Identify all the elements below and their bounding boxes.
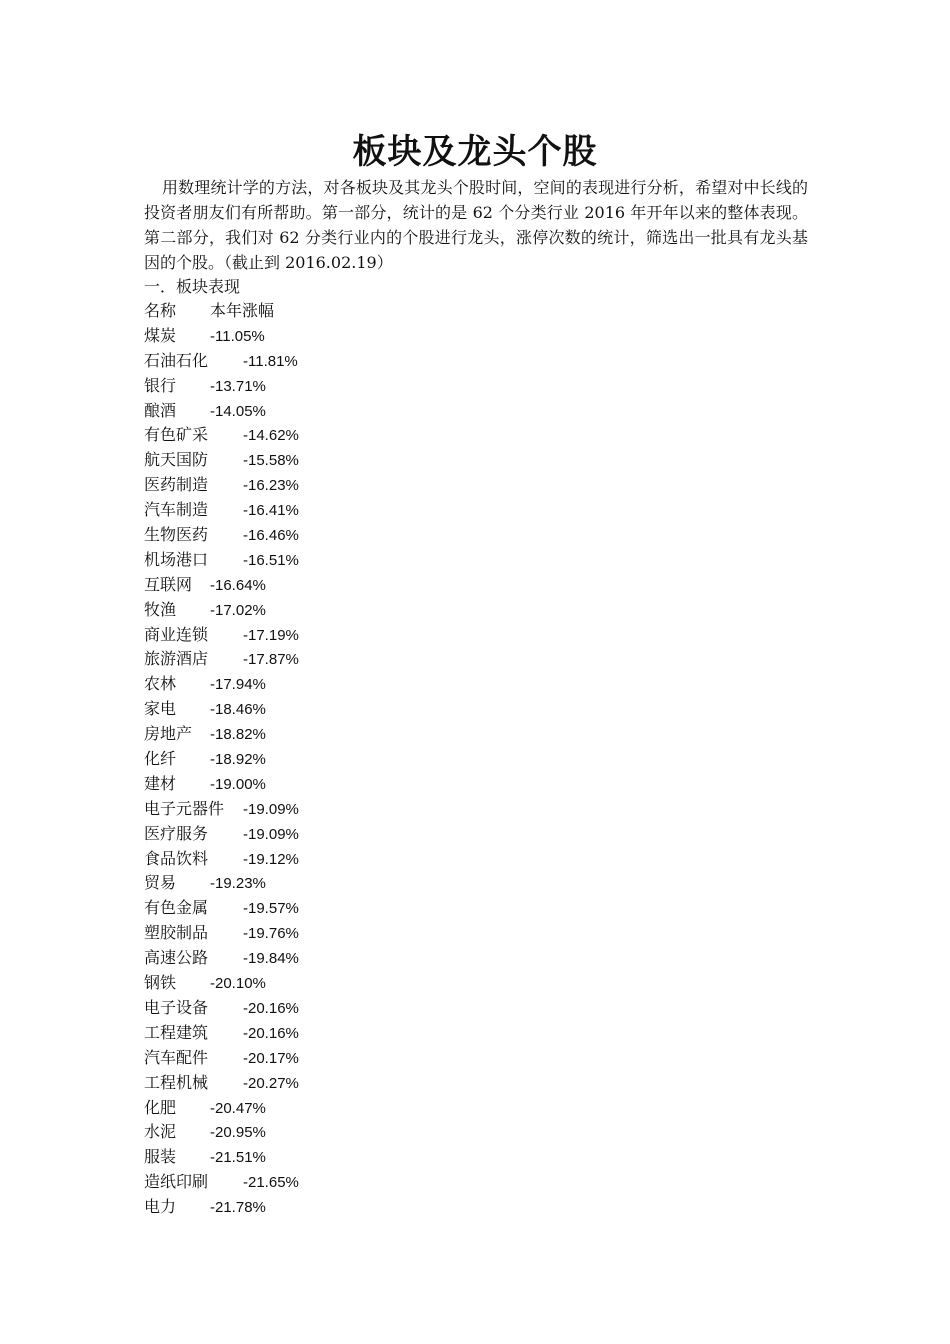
sector-change: -11.05% [210, 327, 265, 345]
sector-name: 石油石化 [144, 350, 209, 370]
table-row [144, 647, 544, 672]
sector-change: -19.09% [243, 825, 299, 843]
sector-change: -15.58% [243, 452, 299, 470]
page-title: 板块及龙头个股 [352, 132, 598, 172]
table-row [144, 324, 544, 349]
sector-change: -19.23% [210, 875, 266, 893]
sector-name: 电子设备 [144, 997, 209, 1017]
table-row [144, 896, 544, 921]
sector-name: 家电 [144, 699, 177, 719]
sector-change: -16.64% [210, 576, 266, 594]
sector-name: 工程建筑 [144, 1022, 209, 1042]
sector-change: -20.16% [243, 999, 299, 1017]
sector-change: -20.27% [243, 1074, 299, 1092]
sector-performance-table [144, 299, 544, 1220]
sector-change: -19.12% [243, 850, 299, 868]
table-row [144, 1195, 544, 1220]
sector-change: -19.76% [243, 925, 299, 943]
table-row [144, 374, 544, 399]
sector-name: 银行 [144, 375, 177, 395]
sector-change: -19.84% [243, 950, 299, 968]
sector-name: 电力 [144, 1197, 177, 1217]
sector-name: 汽车配件 [144, 1047, 209, 1067]
sector-change: -11.81% [243, 352, 298, 370]
sector-name: 医疗服务 [144, 823, 209, 843]
sector-name: 化肥 [144, 1097, 177, 1117]
sector-name: 汽车制造 [144, 500, 209, 520]
table-row [144, 772, 544, 797]
sector-name: 航天国防 [144, 450, 209, 470]
sector-name: 有色矿采 [144, 425, 209, 445]
sector-change: -21.65% [243, 1174, 299, 1192]
sector-name: 煤炭 [144, 325, 177, 345]
table-row [144, 996, 544, 1021]
sector-name: 钢铁 [144, 973, 177, 993]
sector-change: -16.51% [243, 551, 299, 569]
sector-change: -14.62% [243, 427, 299, 445]
sector-change: -20.10% [210, 975, 266, 993]
table-row [144, 349, 544, 374]
table-body [144, 324, 544, 1220]
sector-change: -21.51% [210, 1149, 266, 1167]
sector-change: -18.46% [210, 701, 266, 719]
table-row [144, 448, 544, 473]
sector-change: -19.57% [243, 900, 299, 918]
table-row [144, 946, 544, 971]
table-row [144, 871, 544, 896]
sector-name: 电子元器件 [144, 798, 225, 818]
table-row [144, 1046, 544, 1071]
sector-name: 水泥 [144, 1122, 177, 1142]
table-row [144, 498, 544, 523]
sector-change: -20.95% [210, 1124, 266, 1142]
sector-name: 高速公路 [144, 948, 209, 968]
sector-change: -20.47% [210, 1099, 266, 1117]
table-row [144, 722, 544, 747]
sector-change: -16.23% [243, 477, 299, 495]
sector-change: -17.02% [210, 601, 266, 619]
table-row [144, 1120, 544, 1145]
table-row [144, 1071, 544, 1096]
table-row [144, 598, 544, 623]
table-row [144, 473, 544, 498]
table-row [144, 847, 544, 872]
sector-change: -18.82% [210, 726, 266, 744]
sector-name: 有色金属 [144, 898, 209, 918]
sector-name: 机场港口 [144, 549, 209, 569]
sector-name: 生物医药 [144, 525, 209, 545]
sector-name: 酿酒 [144, 400, 177, 420]
table-row [144, 1145, 544, 1170]
sector-name: 贸易 [144, 873, 177, 893]
table-row [144, 573, 544, 598]
sector-name: 工程机械 [144, 1072, 209, 1092]
table-row [144, 623, 544, 648]
sector-name: 农林 [144, 674, 177, 694]
table-row [144, 672, 544, 697]
sector-name: 医药制造 [144, 475, 209, 495]
table-row [144, 697, 544, 722]
sector-change: -19.00% [210, 775, 266, 793]
sector-change: -17.87% [243, 651, 299, 669]
table-row [144, 822, 544, 847]
sector-name: 化纤 [144, 749, 177, 769]
header-change: 本年涨幅 [210, 301, 275, 320]
sector-name: 房地产 [144, 724, 193, 744]
sector-change: -20.16% [243, 1024, 299, 1042]
sector-change: -16.46% [243, 527, 299, 545]
table-row [144, 797, 544, 822]
intro-paragraph: 用数理统计学的方法，对各板块及其龙头个股时间，空间的表现进行分析，希望对中长线的投资者朋友们有所帮助。第一部分，统计的是 62 个分类行业 2016 年开年以来的整体表现。第二部分，我们对 62 分类行业内的个股进行龙头，涨停次数的统计，筛选出一批具有龙头基因的个股。（截止到 2016.02.19） [144, 178, 808, 272]
table-row [144, 971, 544, 996]
sector-name: 互联网 [144, 574, 193, 594]
sector-change: -14.05% [210, 402, 266, 420]
table-row [144, 423, 544, 448]
sector-name: 牧渔 [144, 599, 177, 619]
sector-change: -17.19% [243, 626, 299, 644]
sector-name: 商业连锁 [144, 624, 209, 644]
sector-change: -18.92% [210, 751, 266, 769]
sector-name: 食品饮料 [144, 848, 209, 868]
table-row [144, 1096, 544, 1121]
sector-name: 塑胶制品 [144, 923, 209, 943]
sector-name: 旅游酒店 [144, 649, 209, 669]
table-row [144, 548, 544, 573]
table-row [144, 747, 544, 772]
header-name: 名称 [144, 301, 177, 320]
table-row [144, 399, 544, 424]
sector-change: -19.09% [243, 800, 299, 818]
sector-name: 建材 [144, 773, 177, 793]
table-row [144, 523, 544, 548]
sector-change: -21.78% [210, 1199, 266, 1217]
sector-change: -13.71% [210, 377, 266, 395]
section-heading: 一．板块表现 [144, 277, 241, 296]
sector-name: 造纸印刷 [144, 1172, 209, 1192]
table-header-row [144, 299, 544, 324]
table-row [144, 1170, 544, 1195]
sector-change: -20.17% [243, 1049, 299, 1067]
sector-change: -17.94% [210, 676, 266, 694]
table-row [144, 1021, 544, 1046]
sector-name: 服装 [144, 1147, 177, 1167]
table-row [144, 921, 544, 946]
sector-change: -16.41% [243, 502, 299, 520]
